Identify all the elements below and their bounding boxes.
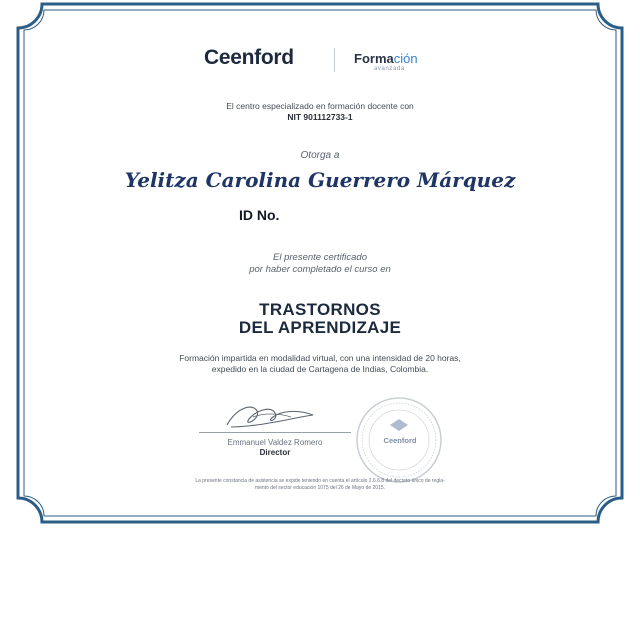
statement-line-2: por haber completado el curso en bbox=[249, 264, 391, 275]
signature-line bbox=[199, 432, 351, 433]
grant-label: Otorga a bbox=[300, 150, 340, 161]
division-accent: ción bbox=[393, 51, 418, 66]
course-title-line-2: DEL APRENDIZAJE bbox=[238, 318, 402, 337]
details-line-1: Formación impartida en modalidad virtual, con una intensidad de 20 horas, bbox=[179, 353, 461, 363]
statement-line-1: El presente certificado bbox=[273, 252, 367, 263]
certificate bbox=[14, 0, 626, 526]
course-title-line-1: TRASTORNOS bbox=[259, 300, 381, 319]
legal-line-2: mento del sector educación 1075 del 26 de Mayo de 2015. bbox=[254, 485, 386, 491]
brand-logo: Ceenford bbox=[204, 46, 294, 69]
intro-text: El centro especializado en formación docente con bbox=[226, 101, 414, 111]
division-logo bbox=[354, 51, 418, 66]
details-line-2: expedido en la ciudad de Cartagena de Indias, Colombia. bbox=[211, 364, 429, 374]
id-label: ID No. bbox=[239, 207, 280, 223]
signature-icon bbox=[219, 397, 329, 433]
legal-line-1: La presente constancia de asistencia se expide teniendo en cuenta el artículo 2.6.6.8 del decreto único de regla- bbox=[195, 478, 445, 484]
division-subtitle: avanzada bbox=[374, 66, 405, 72]
signatory-role: Director bbox=[259, 448, 291, 457]
seal-logo: Ceenford bbox=[383, 436, 417, 445]
recipient-name: Yelitza Carolina Guerrero Márquez bbox=[124, 168, 516, 192]
signatory-name: Emmanuel Valdez Romero bbox=[227, 438, 323, 447]
brand-divider bbox=[334, 48, 335, 72]
division-strong: Forma bbox=[354, 51, 394, 66]
nit-number: NIT 901112733-1 bbox=[287, 112, 353, 122]
